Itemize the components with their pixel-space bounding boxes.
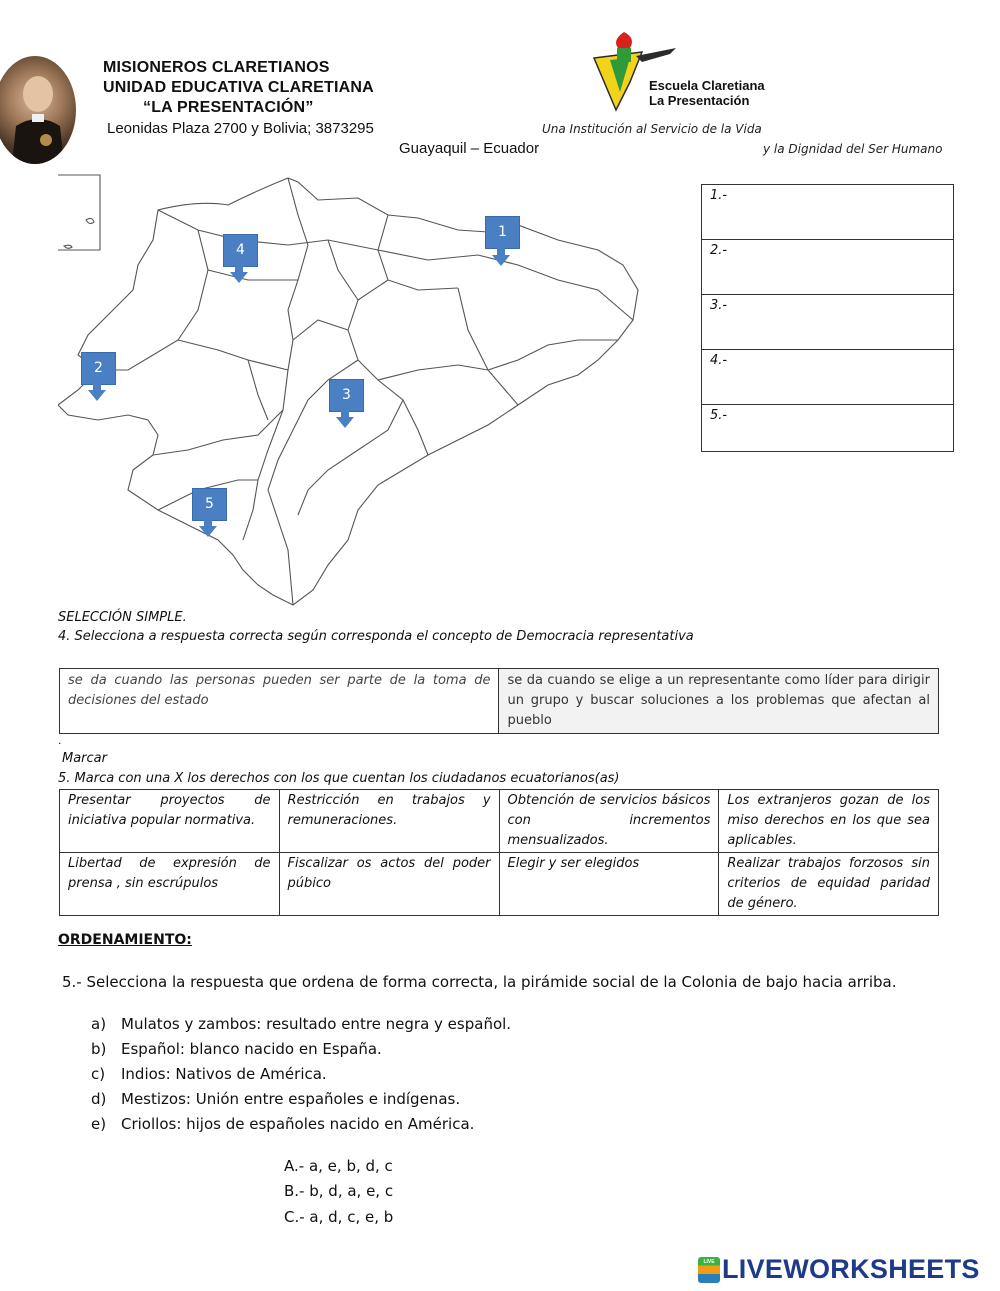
item-text: Mestizos: Unión entre españoles e indígenas. — [121, 1090, 461, 1108]
answer-label: 1.- — [710, 188, 728, 203]
liveworksheets-logo-icon: LIVE — [698, 1257, 720, 1283]
answer-cell-5[interactable] — [702, 405, 954, 452]
answer-option-c[interactable]: C.- a, d, c, e, b — [284, 1208, 394, 1226]
option-b[interactable] — [499, 669, 939, 734]
item-text: Criollos: hijos de españoles nacido en América. — [121, 1115, 475, 1133]
motto-line2: y la Dignidad del Ser Humano — [763, 142, 943, 156]
item-key: c) — [91, 1065, 106, 1083]
logo-text-2: La Presentación — [649, 93, 750, 108]
answer-table — [701, 184, 954, 452]
school-logo — [590, 30, 790, 115]
rights-text: Restricción en trabajos y remuneraciones. — [287, 793, 491, 828]
answer-cell-3[interactable] — [702, 295, 954, 350]
header-line1: MISIONEROS CLARETIANOS — [103, 59, 330, 76]
item-key: d) — [91, 1090, 107, 1108]
arrow-down-icon — [230, 272, 248, 283]
header-city: Guayaquil – Ecuador — [399, 140, 540, 157]
list-item — [91, 1015, 511, 1033]
header-line2: UNIDAD EDUCATIVA CLARETIANA — [103, 79, 374, 96]
rights-text: Fiscalizar os actos del poder púbico — [287, 856, 491, 891]
list-item — [91, 1115, 474, 1133]
rights-cell[interactable] — [499, 790, 719, 853]
arrow-down-icon — [336, 417, 354, 428]
item-text: Español: blanco nacido en España. — [121, 1040, 382, 1058]
rights-text: Los extranjeros gozan de los miso derechos en los que sea aplicables. — [727, 793, 930, 848]
rights-cell[interactable] — [60, 853, 280, 916]
answer-label: 2.- — [710, 243, 728, 258]
liveworksheets-brand: LIVEWORKSHEETS — [722, 1254, 980, 1284]
section-marcar-question: 5. Marca con una X los derechos con los que cuentan los ciudadanos ecuatorianos(as) — [58, 771, 620, 786]
rights-cell[interactable] — [60, 790, 280, 853]
answer-option-a[interactable]: A.- a, e, b, d, c — [284, 1157, 393, 1175]
rights-cell[interactable] — [499, 853, 719, 916]
rights-text: Obtención de servicios básicos con incrementos mensualizados. — [507, 793, 711, 848]
democracy-options — [59, 668, 939, 734]
answer-label: 5.- — [710, 408, 728, 423]
answer-cell-2[interactable] — [702, 240, 954, 295]
option-b-text: se da cuando se elige a un representante como líder para dirigir un grupo y buscar soluciones a los problemas que afectan al pueblo — [507, 673, 930, 728]
item-key: e) — [91, 1115, 107, 1133]
section-orden-question: 5.- Selecciona la respuesta que ordena de forma correcta, la pirámide social de la Colonia de bajo hacia arriba. — [62, 973, 897, 991]
map-marker-2: 2 — [81, 352, 116, 385]
map-marker-5: 5 — [192, 488, 227, 521]
item-text: Mulatos y zambos: resultado entre negra y español. — [121, 1015, 512, 1033]
map-marker-4: 4 — [223, 234, 258, 267]
rights-text: Libertad de expresión de prensa , sin escrúpulos — [68, 856, 271, 891]
list-item — [91, 1040, 382, 1058]
header-line3: “LA PRESENTACIÓN” — [143, 99, 314, 116]
section-simple-question: 4. Selecciona a respuesta correcta según corresponda el concepto de Democracia representativa — [58, 629, 694, 644]
rights-text: Presentar proyectos de iniciativa popular normativa. — [68, 793, 271, 828]
ecuador-map — [58, 170, 658, 610]
header-address: Leonidas Plaza 2700 y Bolivia; 3873295 — [107, 120, 374, 137]
arrow-down-icon — [88, 390, 106, 401]
answer-label: 4.- — [710, 353, 728, 368]
rights-table — [59, 789, 939, 916]
item-text: Indios: Nativos de América. — [121, 1065, 327, 1083]
rights-cell[interactable] — [279, 790, 499, 853]
list-item — [91, 1065, 327, 1083]
rights-text: Realizar trabajos forzosos sin criterios de equidad paridad de género. — [727, 856, 930, 911]
answer-cell-1[interactable] — [702, 185, 954, 240]
section-simple-title: SELECCIÓN SIMPLE. — [58, 610, 187, 625]
stray-dot: . — [58, 733, 62, 747]
list-item — [91, 1090, 460, 1108]
item-key: a) — [91, 1015, 107, 1033]
option-a-text: se da cuando las personas pueden ser parte de la toma de decisiones del estado — [68, 673, 491, 708]
arrow-down-icon — [492, 255, 510, 266]
answer-option-b[interactable]: B.- b, d, a, e, c — [284, 1182, 394, 1200]
map-marker-3: 3 — [329, 379, 364, 412]
item-key: b) — [91, 1040, 107, 1058]
option-a[interactable] — [60, 669, 499, 734]
logo-text-1: Escuela Claretiana — [649, 78, 765, 93]
section-marcar-title: Marcar — [62, 751, 107, 766]
arrow-down-icon — [199, 526, 217, 537]
section-orden-title: ORDENAMIENTO: — [58, 932, 192, 948]
motto-line1: Una Institución al Servicio de la Vida — [542, 122, 762, 136]
map-marker-1: 1 — [485, 216, 520, 249]
rights-cell[interactable] — [719, 853, 939, 916]
rights-cell[interactable] — [279, 853, 499, 916]
founder-portrait — [0, 56, 76, 164]
rights-text: Elegir y ser elegidos — [507, 856, 640, 871]
rights-cell[interactable] — [719, 790, 939, 853]
answer-cell-4[interactable] — [702, 350, 954, 405]
answer-label: 3.- — [710, 298, 728, 313]
